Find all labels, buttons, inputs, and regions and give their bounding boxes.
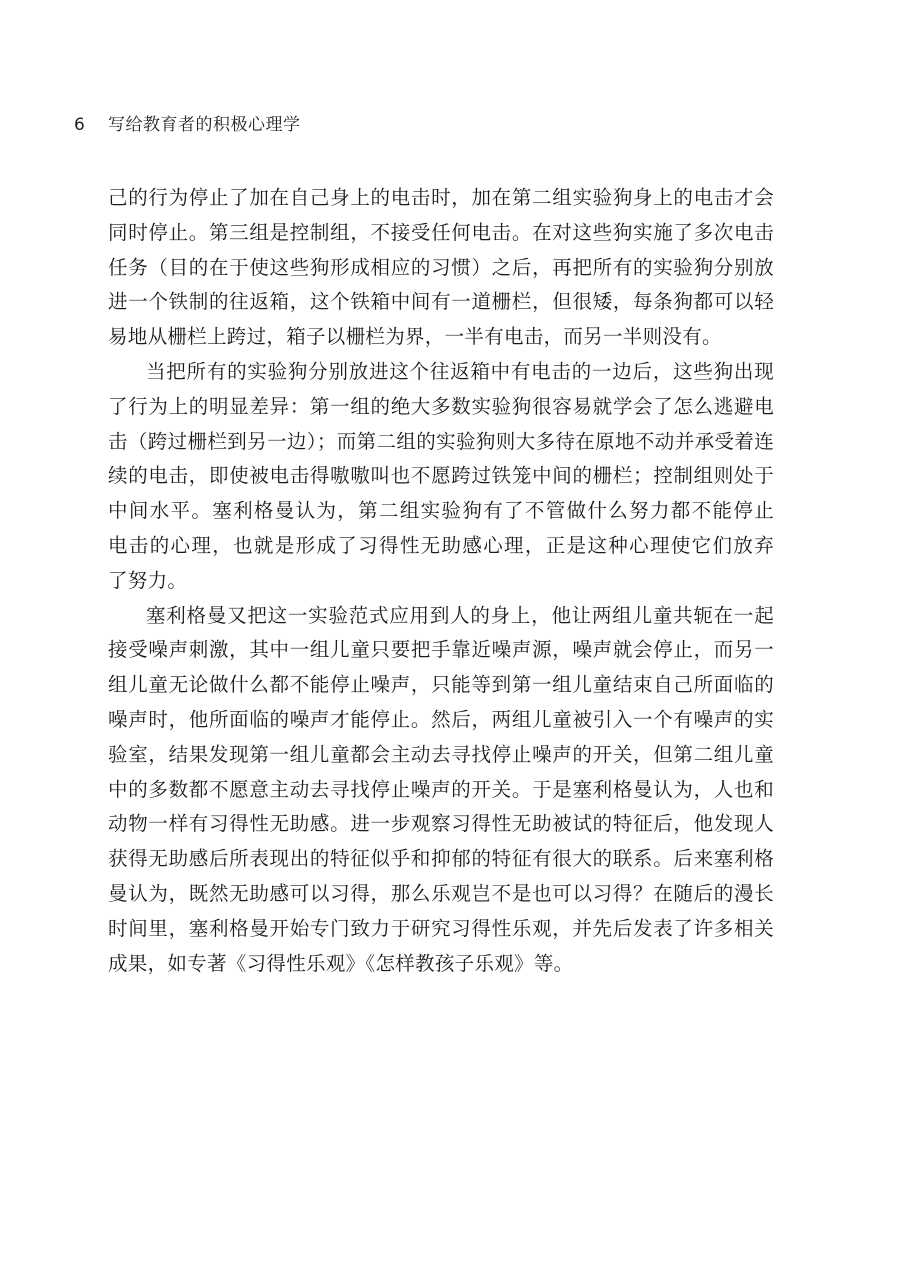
text-line: 续的电击，即使被电击得嗷嗷叫也不愿跨过铁笼中间的栅栏；控制组则处于 bbox=[108, 464, 774, 488]
text-line: 时间里，塞利格曼开始专门致力于研究习得性乐观，并先后发表了许多相关 bbox=[108, 916, 774, 940]
text-line: 接受噪声刺激，其中一组儿童只要把手靠近噪声源，噪声就会停止，而另一 bbox=[108, 638, 774, 662]
paragraph-2 bbox=[108, 355, 774, 599]
text-line: 易地从栅栏上跨过，箱子以栅栏为界，一半有电击，而另一半则没有。 bbox=[108, 325, 722, 349]
paragraph-3 bbox=[108, 599, 774, 982]
page-number: 6 bbox=[74, 115, 85, 135]
body-text bbox=[108, 181, 774, 981]
running-header bbox=[74, 113, 301, 137]
text-line: 动物一样有习得性无助感。进一步观察习得性无助被试的特征后，他发现人 bbox=[108, 812, 774, 836]
text-line: 电击的心理，也就是形成了习得性无助感心理，正是这种心理使它们放弃 bbox=[108, 533, 774, 557]
text-line: 中的多数都不愿意主动去寻找停止噪声的开关。于是塞利格曼认为，人也和 bbox=[108, 777, 774, 801]
text-line: 进一个铁制的往返箱，这个铁箱中间有一道栅栏，但很矮，每条狗都可以轻 bbox=[108, 290, 774, 314]
text-line: 获得无助感后所表现出的特征似乎和抑郁的特征有很大的联系。后来塞利格 bbox=[108, 847, 774, 871]
text-line: 同时停止。第三组是控制组，不接受任何电击。在对这些狗实施了多次电击 bbox=[108, 220, 774, 244]
text-line: 了行为上的明显差异：第一组的绝大多数实验狗很容易就学会了怎么逃避电 bbox=[108, 394, 774, 418]
text-line: 击（跨过栅栏到另一边）；而第二组的实验狗则大多待在原地不动并承受着连 bbox=[108, 429, 774, 453]
book-title: 写给教育者的积极心理学 bbox=[108, 115, 301, 135]
text-line: 成果，如专著《习得性乐观》《怎样教孩子乐观》等。 bbox=[108, 951, 574, 975]
text-line: 任务（目的在于使这些狗形成相应的习惯）之后，再把所有的实验狗分别放 bbox=[108, 255, 774, 279]
text-line: 塞利格曼又把这一实验范式应用到人的身上，他让两组儿童共轭在一起 bbox=[146, 603, 774, 627]
text-line: 噪声时，他所面临的噪声才能停止。然后，两组儿童被引入一个有噪声的实 bbox=[108, 707, 774, 731]
text-line: 组儿童无论做什么都不能停止噪声，只能等到第一组儿童结束自己所面临的 bbox=[108, 673, 774, 697]
text-line: 验室，结果发现第一组儿童都会主动去寻找停止噪声的开关，但第二组儿童 bbox=[108, 742, 774, 766]
text-line: 中间水平。塞利格曼认为，第二组实验狗有了不管做什么努力都不能停止 bbox=[108, 499, 774, 523]
text-line: 己的行为停止了加在自己身上的电击时，加在第二组实验狗身上的电击才会 bbox=[108, 186, 774, 209]
text-line: 当把所有的实验狗分别放进这个往返箱中有电击的一边后，这些狗出现 bbox=[146, 359, 774, 383]
paragraph-1 bbox=[108, 181, 774, 355]
text-line: 了努力。 bbox=[108, 568, 188, 592]
text-line: 曼认为，既然无助感可以习得，那么乐观岂不是也可以习得？在随后的漫长 bbox=[108, 881, 774, 905]
